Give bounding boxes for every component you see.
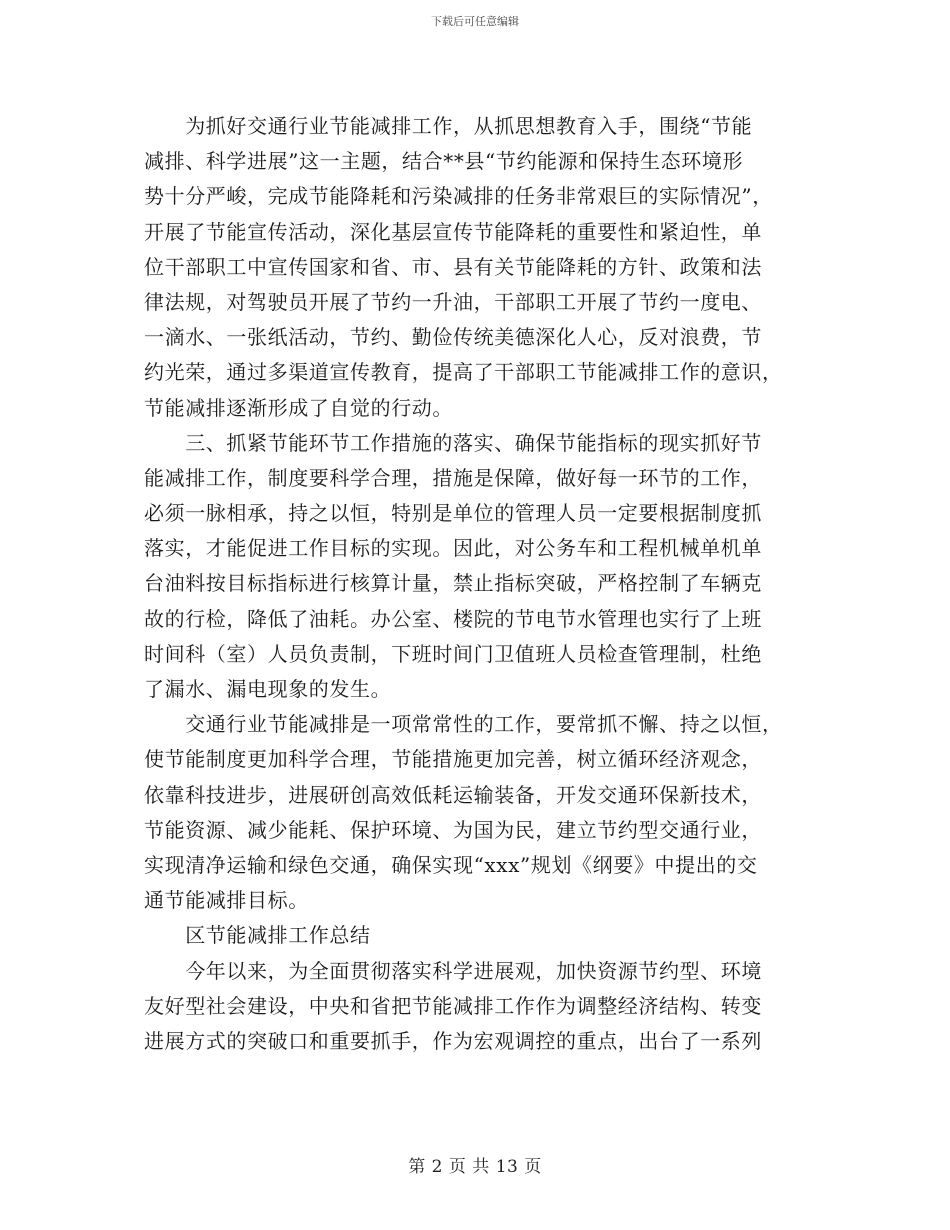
text-line: 今年以来，为全面贯彻落实科学进展观，加快资源节约型、环境 (144, 958, 762, 983)
text-line: 位干部职工中宣传国家和省、市、县有关节能降耗的方针、政策和法 (144, 254, 762, 279)
text-line: 进展方式的突破口和重要抓手，作为宏观调控的重点，出台了一系列 (144, 1028, 762, 1053)
page-header (0, 14, 950, 30)
text-line: 开展了节能宣传活动，深化基层宣传节能降耗的重要性和紧迫性，单 (144, 219, 762, 244)
text-line: 使节能制度更加科学合理，节能措施更加完善，树立循环经济观念， (144, 747, 762, 772)
page-number: 第 2 页 共 13 页 (408, 1157, 542, 1177)
text-line: 了漏水、漏电现象的发生。 (144, 677, 392, 701)
document-body (144, 109, 816, 1059)
text-line: 节能减排逐渐形成了自觉的行动。 (144, 395, 453, 420)
text-line: 实现清净运输和绿色交通，确保实现“xxx”规划《纲要》中提出的交 (144, 852, 758, 877)
text-line: 交通行业节能减排是一项常常性的工作，要常抓不懈、持之以恒， (144, 712, 783, 737)
text-line: 区节能减排工作总结 (144, 923, 371, 948)
text-line: 减排、科学进展”这一主题，结合**县“节约能源和保持生态环境形 (144, 149, 744, 174)
text-line: 必须一脉相承，持之以恒，特别是单位的管理人员一定要根据制度抓 (144, 501, 762, 526)
text-line: 友好型社会建设，中央和省把节能减排工作作为调整经济结构、转变 (144, 993, 762, 1018)
text-line: 时间科（室）人员负责制，下班时间门卫值班人员检查管理制，杜绝 (144, 641, 762, 666)
text-line: 一滴水、一张纸活动，节约、勤俭传统美德深化人心，反对浪费，节 (144, 325, 762, 350)
section-title (144, 918, 816, 953)
paragraph (144, 109, 816, 426)
text-line: 节能资源、减少能耗、保护环境、为国为民，建立节约型交通行业， (144, 817, 762, 842)
page-footer (0, 1156, 950, 1178)
text-line: 落实，才能促进工作目标的实现。因此，对公务车和工程机械单机单 (144, 536, 762, 561)
paragraph (144, 426, 816, 708)
text-line: 势十分严峻，完成节能降耗和污染减排的任务非常艰巨的实际情况”， (144, 184, 773, 209)
text-line: 故的行检，降低了油耗。办公室、楼院的节电节水管理也实行了上班 (144, 606, 762, 631)
text-line: 约光荣，通过多渠道宣传教育，提高了干部职工节能减排工作的意识， (144, 360, 783, 385)
text-line: 律法规，对驾驶员开展了节约一升油，干部职工开展了节约一度电、 (144, 289, 762, 314)
paragraph (144, 707, 816, 918)
paragraph (144, 954, 816, 1060)
text-line: 能减排工作，制度要科学合理，措施是保障，做好每一环节的工作， (144, 465, 762, 490)
text-line: 通节能减排目标。 (144, 888, 309, 913)
text-line: 依靠科技进步，进展研创高效低耗运输装备，开发交通环保新技术， (144, 782, 762, 807)
text-line: 三、抓紧节能环节工作措施的落实、确保节能指标的现实抓好节 (144, 430, 762, 455)
header-note: 下载后可任意编辑 (431, 15, 519, 28)
text-line: 为抓好交通行业节能减排工作，从抓思想教育入手，围绕“节能 (144, 114, 753, 138)
text-line: 台油料按目标指标进行核算计量，禁止指标突破，严格控制了车辆克 (144, 571, 762, 596)
